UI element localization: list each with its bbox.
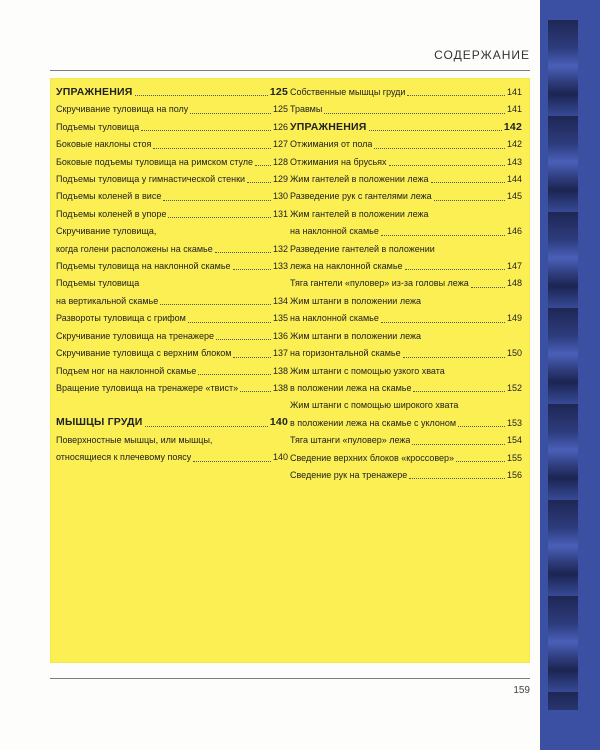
toc-page-number: 130 [272, 191, 288, 202]
toc-section-heading[interactable] [56, 414, 288, 431]
header-rule [50, 70, 530, 71]
toc-page-number: 131 [272, 208, 288, 219]
toc-page-number: 129 [272, 174, 288, 185]
toc-entry-title: в положении лежа на скамье с уклоном [290, 417, 457, 428]
toc-entry[interactable] [56, 310, 288, 327]
toc-page-number: 148 [506, 278, 522, 289]
toc-leader-dots [409, 478, 505, 479]
toc-leader-dots [381, 322, 505, 323]
toc-page-number: 156 [506, 469, 522, 480]
toc-entry[interactable] [290, 467, 522, 484]
toc-entry[interactable] [56, 188, 288, 205]
toc-entry[interactable] [56, 258, 288, 275]
toc-entry[interactable] [290, 380, 522, 397]
toc-entry-title: Скручивание туловища на тренажере [56, 330, 214, 341]
toc-page-number: 134 [272, 295, 288, 306]
toc-entry-title: Травмы [290, 104, 323, 115]
toc-entry[interactable] [290, 84, 522, 101]
toc-entry[interactable] [56, 171, 288, 188]
toc-page-number: 132 [272, 243, 288, 254]
toc-entry[interactable] [290, 101, 522, 118]
toc-page-number: 155 [506, 452, 522, 463]
toc-entry[interactable] [56, 241, 288, 258]
photo-strip-image [548, 20, 578, 710]
toc-page-number: 140 [272, 452, 288, 463]
toc-entry-title-line: Подъемы туловища [56, 278, 140, 289]
toc-page-number: 138 [272, 382, 288, 393]
toc-section-heading[interactable] [56, 84, 288, 101]
toc-leader-dots [434, 200, 505, 201]
toc-entry-title: Подъемы туловища [56, 121, 140, 132]
toc-leader-dots [233, 269, 271, 270]
toc-entry-title: лежа на наклонной скамье [290, 261, 403, 272]
toc-leader-dots [412, 444, 505, 445]
toc-leader-dots [369, 130, 502, 131]
toc-entry-title: Вращение туловища на тренажере «твист» [56, 382, 239, 393]
table-of-contents [50, 78, 530, 663]
toc-entry-title-line: Жим штанги в положении лежа [290, 330, 422, 341]
toc-entry-title-line: Разведение гантелей в положении [290, 243, 435, 254]
toc-entry-title: Собственные мышцы груди [290, 87, 406, 97]
toc-leader-dots [215, 252, 271, 253]
toc-page-number: 147 [506, 261, 522, 272]
toc-entry[interactable] [290, 310, 522, 327]
toc-leader-dots [255, 165, 271, 166]
toc-leader-dots [141, 130, 271, 131]
toc-entry-title-line: Скручивание туловища, [56, 226, 157, 237]
toc-page-number: 125 [269, 86, 288, 98]
toc-entry-title: Сведение верхних блоков «кроссовер» [290, 452, 455, 463]
toc-entry-title: УПРАЖНЕНИЯ [290, 120, 367, 133]
toc-leader-dots [405, 269, 505, 270]
toc-leader-dots [160, 304, 271, 305]
toc-entry[interactable] [290, 450, 522, 467]
toc-leader-dots [407, 95, 505, 96]
toc-page-number: 153 [506, 417, 522, 428]
toc-entry[interactable] [290, 136, 522, 153]
toc-page-number: 133 [272, 261, 288, 272]
toc-entry[interactable] [56, 154, 288, 171]
toc-entry[interactable] [290, 188, 522, 205]
toc-page-number: 144 [506, 174, 522, 185]
toc-page-number: 142 [503, 120, 522, 133]
toc-entry[interactable] [56, 101, 288, 118]
toc-column-right [290, 84, 522, 484]
toc-leader-dots [389, 165, 505, 166]
toc-page-number: 143 [506, 156, 522, 167]
toc-leader-dots [471, 287, 505, 288]
toc-entry-title: Развороты туловища с грифом [56, 313, 186, 324]
toc-entry-title: на наклонной скамье [290, 313, 379, 324]
toc-entry[interactable] [56, 136, 288, 153]
page-header-title: СОДЕРЖАНИЕ [434, 48, 530, 62]
toc-entry[interactable] [290, 275, 522, 292]
toc-entry[interactable] [56, 363, 288, 380]
toc-entry[interactable] [56, 293, 288, 310]
toc-entry-title: относящиеся к плечевому поясу [56, 452, 192, 463]
toc-leader-dots [145, 426, 268, 427]
toc-entry[interactable] [290, 432, 522, 449]
toc-entry[interactable] [290, 171, 522, 188]
page-number: 159 [513, 685, 530, 696]
toc-entry-title-line: Жим штанги с помощью широкого хвата [290, 400, 459, 411]
toc-entry-title-line: Жим штанги с помощью узкого хвата [290, 365, 445, 376]
toc-leader-dots [168, 217, 271, 218]
toc-leader-dots [247, 182, 271, 183]
toc-leader-dots [374, 148, 505, 149]
toc-entry[interactable] [56, 449, 288, 466]
toc-leader-dots [240, 391, 271, 392]
toc-entry-title: МЫШЦЫ ГРУДИ [56, 416, 143, 429]
toc-entry[interactable] [290, 154, 522, 171]
toc-leader-dots [381, 235, 505, 236]
toc-page-number: 152 [506, 382, 522, 393]
toc-entry[interactable] [56, 380, 288, 397]
toc-page-number: 149 [506, 313, 522, 324]
toc-gap [56, 397, 288, 414]
footer-rule [50, 678, 530, 679]
toc-page-number: 126 [272, 121, 288, 132]
toc-entry-title: на горизонтальной скамье [290, 348, 401, 359]
toc-entry-title: Подъем ног на наклонной скамье [56, 365, 197, 376]
toc-entry-title: Скручивание туловища на полу [56, 104, 189, 115]
toc-entry-title: Жим гантелей в положении лежа [290, 174, 429, 185]
toc-page-number: 150 [506, 348, 522, 359]
toc-entry-title: Отжимания от пола [290, 139, 373, 150]
toc-leader-dots [193, 461, 271, 462]
toc-leader-dots [190, 113, 271, 114]
toc-leader-dots [188, 322, 271, 323]
toc-entry[interactable] [290, 223, 522, 240]
toc-page-number: 138 [272, 365, 288, 376]
toc-leader-dots [198, 374, 271, 375]
toc-entry[interactable] [290, 415, 522, 432]
toc-page-number: 154 [506, 435, 522, 446]
toc-page-number: 127 [272, 139, 288, 150]
toc-leader-dots [403, 357, 505, 358]
toc-entry-title: Подъемы коленей в упоре [56, 208, 167, 219]
toc-entry-title: УПРАЖНЕНИЯ [56, 86, 133, 98]
toc-page-number: 125 [272, 104, 288, 115]
toc-entry[interactable] [56, 119, 288, 136]
toc-page-number: 140 [269, 416, 288, 429]
toc-leader-dots [216, 339, 271, 340]
toc-leader-dots [458, 426, 505, 427]
toc-entry[interactable] [290, 345, 522, 362]
toc-entry-title: Сведение рук на тренажере [290, 469, 408, 480]
toc-leader-dots [163, 200, 271, 201]
toc-page-number: 136 [272, 330, 288, 341]
toc-page-number: 135 [272, 313, 288, 324]
toc-entry-title: Боковые наклоны стоя [56, 139, 152, 150]
toc-entry-title: Подъемы туловища у гимнастической стенки [56, 174, 246, 185]
toc-entry[interactable] [56, 328, 288, 345]
toc-entry-title-line: Жим гантелей в положении лежа [290, 208, 429, 219]
toc-entry-title: Тяга гантели «пуловер» из-за головы лежа [290, 278, 469, 289]
toc-column-left [56, 84, 288, 467]
toc-page-number: 137 [272, 348, 288, 359]
toc-leader-dots [456, 461, 505, 462]
toc-entry[interactable] [56, 345, 288, 362]
toc-leader-dots [233, 357, 271, 358]
toc-entry-title: Разведение рук с гантелями лежа [290, 191, 432, 202]
toc-entry-title: Подъемы коленей в висе [56, 191, 162, 202]
toc-entry-title: на наклонной скамье [290, 226, 379, 237]
toc-leader-dots [324, 113, 505, 114]
toc-section-heading[interactable] [290, 119, 522, 136]
toc-leader-dots [135, 95, 268, 96]
toc-page-number: 141 [506, 87, 522, 97]
toc-entry-title-line: Жим штанги в положении лежа [290, 295, 422, 306]
toc-entry-title: в положении лежа на скамье [290, 382, 412, 393]
toc-leader-dots [431, 182, 505, 183]
toc-page-number: 146 [506, 226, 522, 237]
toc-entry-title: Подъемы туловища на наклонной скамье [56, 261, 231, 272]
toc-page-number: 145 [506, 191, 522, 202]
toc-entry[interactable] [290, 258, 522, 275]
toc-leader-dots [153, 148, 271, 149]
toc-entry-title-line: Поверхностные мышцы, или мышцы, [56, 434, 213, 445]
toc-entry-title: Отжимания на брусьях [290, 156, 387, 167]
toc-page-number: 128 [272, 156, 288, 167]
toc-entry-title: на вертикальной скамье [56, 295, 159, 306]
toc-page-number: 141 [506, 104, 522, 115]
toc-entry-title: Боковые подъемы туловища на римском стуле [56, 156, 254, 167]
toc-entry-title: Скручивание туловища с верхним блоком [56, 348, 232, 359]
toc-page-number: 142 [506, 139, 522, 150]
toc-entry-title: когда голени расположены на скамье [56, 243, 213, 254]
toc-entry-title: Тяга штанги «пуловер» лежа [290, 435, 411, 446]
toc-leader-dots [413, 391, 505, 392]
toc-entry[interactable] [56, 206, 288, 223]
